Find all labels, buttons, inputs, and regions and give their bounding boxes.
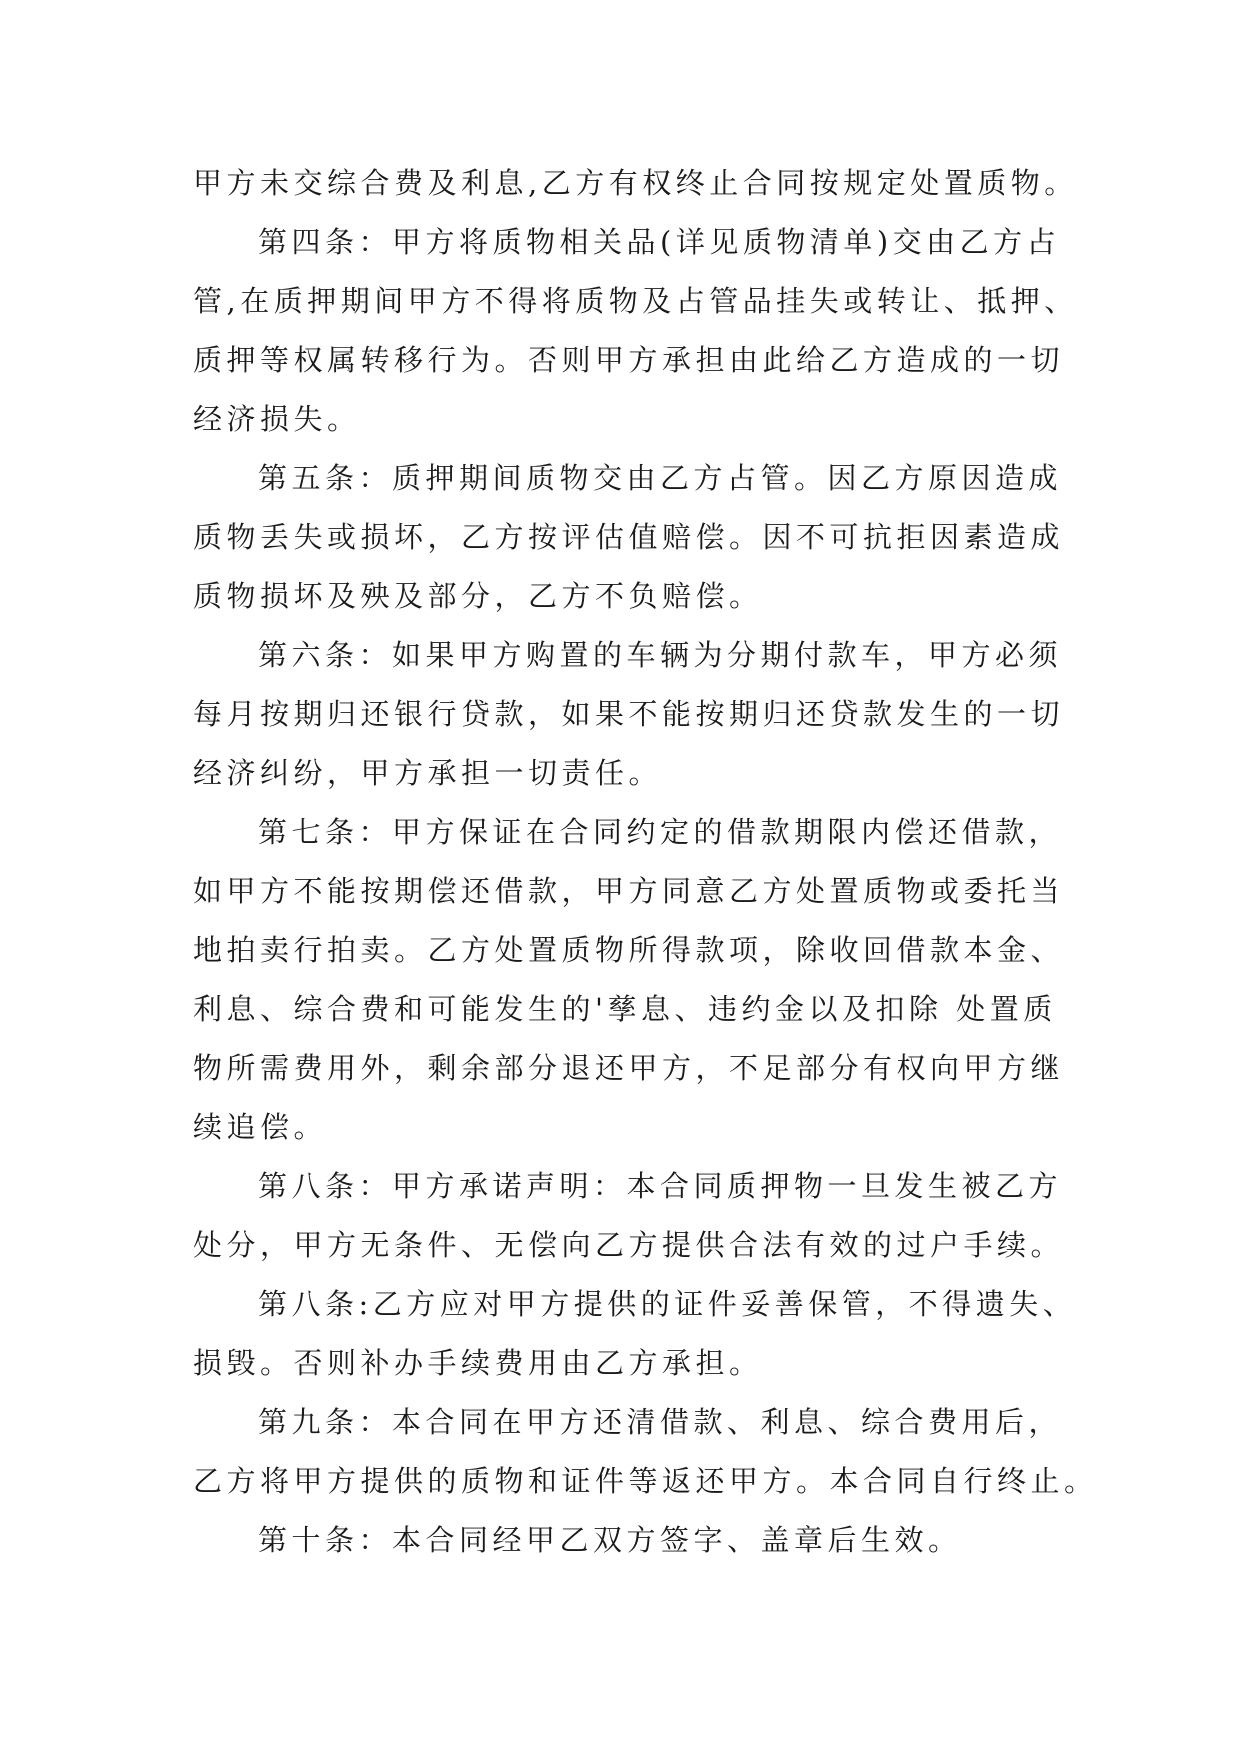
text-line: 第六条：如果甲方购置的车辆为分期付款车，甲方必须 [258, 638, 1063, 672]
text-line: 管,在质押期间甲方不得将质物及占管品挂失或转让、抵押、 [193, 284, 1078, 318]
text-line: 处分，甲方无条件、无偿向乙方提供合法有效的过户手续。 [193, 1228, 1065, 1262]
text-line: 质物丢失或损坏，乙方按评估值赔偿。因不可抗拒因素造成 [193, 520, 1065, 554]
text-line: 第七条：甲方保证在合同约定的借款期限内偿还借款， [258, 815, 1063, 849]
text-line: 经济纠纷，甲方承担一切责任。 [193, 756, 663, 790]
text-line: 损毁。否则补办手续费用由乙方承担。 [193, 1346, 763, 1380]
text-line: 第九条：本合同在甲方还清借款、利息、综合费用后， [258, 1405, 1063, 1439]
text-line: 第十条：本合同经甲乙双方签字、盖章后生效。 [258, 1523, 962, 1557]
text-line: 质物损坏及殃及部分，乙方不负赔偿。 [193, 579, 763, 613]
text-line: 甲方未交综合费及利息,乙方有权终止合同按规定处置质物。 [193, 166, 1078, 200]
text-line: 质押等权属转移行为。否则甲方承担由此给乙方造成的一切 [193, 343, 1065, 377]
text-line: 利息、综合费和可能发生的'孳息、违约金以及扣除 处置质 [193, 992, 1057, 1026]
text-line: 第八条:乙方应对甲方提供的证件妥善保管，不得遗失、 [258, 1287, 1077, 1321]
text-line: 第四条：甲方将质物相关品(详见质物清单)交由乙方占 [258, 225, 1061, 259]
text-line: 乙方将甲方提供的质物和证件等返还甲方。本合同自行终止。 [193, 1464, 1098, 1498]
text-line: 如甲方不能按期偿还借款，甲方同意乙方处置质物或委托当 [193, 874, 1065, 908]
text-line: 第五条：质押期间质物交由乙方占管。因乙方原因造成 [258, 461, 1063, 495]
text-line: 每月按期归还银行贷款，如果不能按期归还贷款发生的一切 [193, 697, 1065, 731]
text-line: 第八条：甲方承诺声明：本合同质押物一旦发生被乙方 [258, 1169, 1063, 1203]
text-line: 经济损失。 [193, 402, 361, 436]
text-line: 物所需费用外，剩余部分退还甲方，不足部分有权向甲方继 [193, 1051, 1065, 1085]
text-line: 地拍卖行拍卖。乙方处置质物所得款项，除收回借款本金、 [193, 933, 1065, 967]
text-line: 续追偿。 [193, 1110, 328, 1144]
